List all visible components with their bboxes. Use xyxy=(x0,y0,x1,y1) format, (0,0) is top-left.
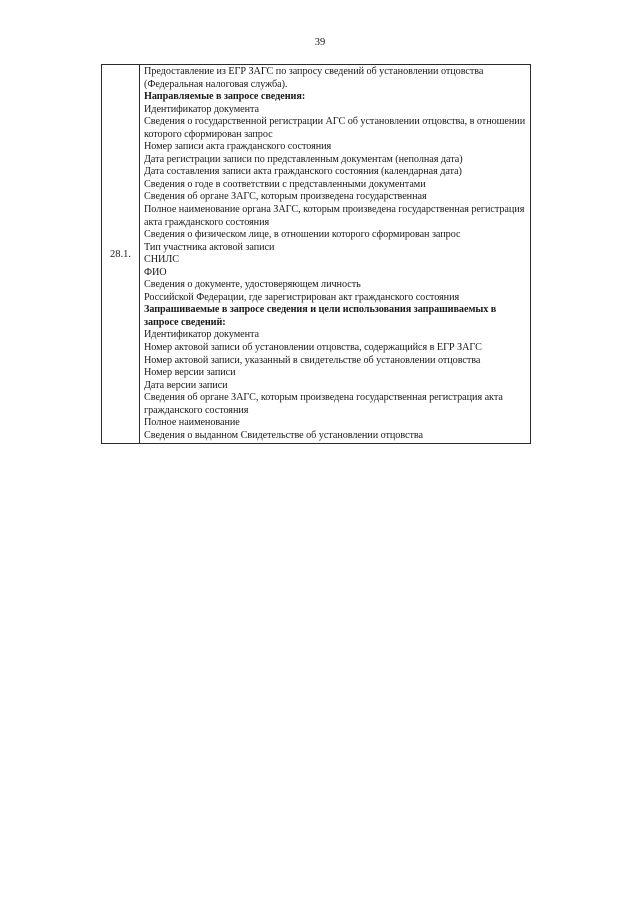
document-table xyxy=(101,64,531,444)
content-line: Дата составления записи акта гражданского состояния (календарная дата) xyxy=(144,166,462,178)
content-line: Полное наименование органа ЗАГС, которым произведена государственная регистрация xyxy=(144,204,525,216)
content-line: Дата регистрации записи по представленным документам (неполная дата) xyxy=(144,153,463,165)
section-heading: Запрашиваемые в запросе сведения и цели использования запрашиваемых в xyxy=(144,304,497,316)
row-number-cell: 28.1. xyxy=(102,65,140,444)
content-line: Сведения о годе в соответствии с представленными документами xyxy=(144,178,426,190)
content-lines xyxy=(144,66,528,442)
content-line: Идентификатор документа xyxy=(144,103,259,115)
content-line: Предоставление из ЕГР ЗАГС по запросу сведений об установлении отцовства xyxy=(144,66,484,77)
section-heading: запросе сведений: xyxy=(144,316,226,328)
content-line: Номер актовой записи, указанный в свидетельстве об установлении отцовства xyxy=(144,354,481,366)
content-line: Российской Федерации, где зарегистрирован акт гражданского состояния xyxy=(144,291,460,303)
content-line: СНИЛС xyxy=(144,254,179,266)
content-line: Тип участника актовой записи xyxy=(144,241,275,253)
content-line: Сведения о физическом лице, в отношении которого сформирован запрос xyxy=(144,229,461,241)
content-line: Полное наименование xyxy=(144,417,240,429)
content-line: Номер актовой записи об установлении отцовства, содержащийся в ЕГР ЗАГС xyxy=(144,342,482,354)
content-line: Сведения о документе, удостоверяющем личность xyxy=(144,279,361,291)
content-line: Сведения о выданном Свидетельстве об установлении отцовства xyxy=(144,429,424,441)
content-line: Идентификатор документа xyxy=(144,329,259,341)
content-line: Номер записи акта гражданского состояния xyxy=(144,141,332,153)
page-number: 39 xyxy=(314,37,326,48)
section-heading: Направляемые в запросе сведения: xyxy=(144,91,306,103)
content-line: Сведения о государственной регистрации АГС об установлении отцовства, в отношении xyxy=(144,116,526,128)
content-line: Дата версии записи xyxy=(144,379,228,391)
content-line: Номер версии записи xyxy=(144,367,236,379)
row-content-cell xyxy=(140,65,531,444)
content-line: Сведения об органе ЗАГС, которым произведена государственная xyxy=(144,191,427,203)
content-line: акта гражданского состояния xyxy=(144,216,270,228)
content-line: гражданского состояния xyxy=(144,404,249,416)
content-line: которого сформирован запрос xyxy=(144,128,273,140)
content-line: Сведения об органе ЗАГС, которым произведена государственная регистрация акта xyxy=(144,392,503,404)
content-line: (Федеральная налоговая служба). xyxy=(144,78,288,90)
content-line: ФИО xyxy=(144,266,167,278)
table-row xyxy=(102,65,531,444)
